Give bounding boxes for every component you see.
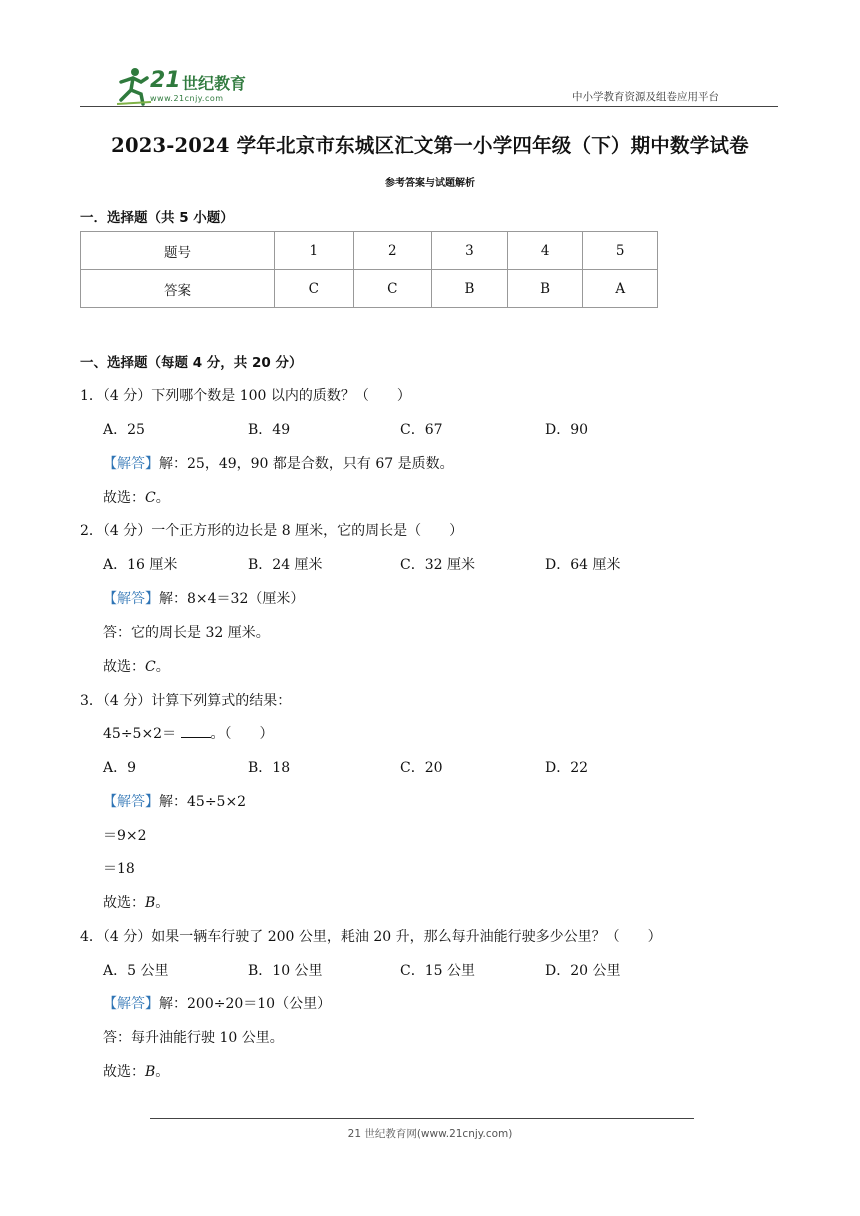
answer-table <box>80 231 658 308</box>
solution-text: 解：8×4＝32（厘米） <box>159 591 305 607</box>
option-c: C．15 公里 <box>400 963 475 979</box>
solution-line: 答：它的周长是 32 厘米。 <box>103 625 270 641</box>
option-a: A．9 <box>103 760 137 776</box>
solution-line <box>103 588 304 608</box>
table-cell: B <box>507 270 583 308</box>
question-stem: 2．（4 分）一个正方形的边长是 8 厘米，它的周长是（ ） <box>80 523 464 539</box>
table-cell: 2 <box>353 232 432 270</box>
expression-text: 45÷5×2＝ <box>103 726 181 742</box>
page-title: 2023-2024 学年北京市东城区汇文第一小学四年级（下）期中数学试卷 <box>111 134 749 157</box>
option-b: B．10 公里 <box>248 963 323 979</box>
table-cell: 1 <box>274 232 353 270</box>
table-cell: 5 <box>583 232 658 270</box>
choice-letter: C <box>145 659 156 675</box>
answer-tag: 【解答】 <box>103 456 159 472</box>
solution-line <box>103 453 454 473</box>
table-cell: B <box>432 270 508 308</box>
page-subtitle: 参考答案与试题解析 <box>385 178 475 189</box>
answer-tag: 【解答】 <box>103 996 159 1012</box>
choice-suffix: 。 <box>155 659 170 675</box>
choice-suffix: 。 <box>155 895 170 911</box>
option-c: C．32 厘米 <box>400 557 475 573</box>
footer-text: 21 世纪教育网(www.21cnjy.com) <box>347 1128 513 1140</box>
footer-divider <box>150 1118 694 1119</box>
section-heading-1: 一．选择题（共 5 小题） <box>80 210 234 226</box>
option-d: D．20 公里 <box>545 963 621 979</box>
question-stem: 4．（4 分）如果一辆车行驶了 200 公里，耗油 20 升，那么每升油能行驶多少公里？（ ） <box>80 929 662 945</box>
table-row <box>81 270 658 308</box>
table-cell: 3 <box>432 232 508 270</box>
answer-tag: 【解答】 <box>103 591 159 607</box>
option-c: C．67 <box>400 422 443 438</box>
table-cell: 答案 <box>81 270 275 308</box>
table-cell: A <box>583 270 658 308</box>
table-cell: C <box>353 270 432 308</box>
question-stem: 1．（4 分）下列哪个数是 100 以内的质数？（ ） <box>80 388 411 404</box>
solution-line: ＝9×2 <box>103 828 147 844</box>
table-cell: 题号 <box>81 232 275 270</box>
question-stem: 3．（4 分）计算下列算式的结果： <box>80 693 292 709</box>
table-cell: 4 <box>507 232 583 270</box>
answer-blank <box>181 725 211 738</box>
choice-prefix: 故选： <box>103 895 145 911</box>
choice-line <box>103 892 169 912</box>
expression-suffix: 。（ ） <box>210 726 274 742</box>
option-d: D．90 <box>545 422 589 438</box>
header-tagline: 中小学教育资源及组卷应用平台 <box>572 91 719 103</box>
option-d: D．64 厘米 <box>545 557 621 573</box>
choice-suffix: 。 <box>155 490 170 506</box>
option-a: A．5 公里 <box>103 963 169 979</box>
solution-text: 解：45÷5×2 <box>159 794 247 810</box>
logo-url: www.21cnjy.com <box>150 94 224 103</box>
header-divider <box>80 106 778 107</box>
option-b: B．49 <box>248 422 291 438</box>
solution-line: ＝18 <box>103 861 135 877</box>
choice-suffix: 。 <box>155 1064 170 1080</box>
option-a: A．16 厘米 <box>103 557 178 573</box>
choice-prefix: 故选： <box>103 1064 145 1080</box>
option-b: B．24 厘米 <box>248 557 323 573</box>
logo-text: 世纪教育 <box>182 74 247 93</box>
solution-line <box>103 993 331 1013</box>
choice-line <box>103 656 170 676</box>
logo-number: 21 <box>150 68 181 93</box>
answer-tag: 【解答】 <box>103 794 159 810</box>
question-expression <box>103 723 274 743</box>
option-d: D．22 <box>545 760 589 776</box>
table-row <box>81 232 658 270</box>
choice-line <box>103 487 170 507</box>
choice-letter: C <box>145 490 156 506</box>
choice-prefix: 故选： <box>103 490 145 506</box>
solution-text: 解：200÷20＝10（公里） <box>159 996 332 1012</box>
option-c: C．20 <box>400 760 443 776</box>
option-b: B．18 <box>248 760 291 776</box>
choice-line <box>103 1061 169 1081</box>
option-a: A．25 <box>103 422 145 438</box>
choice-letter: B <box>145 1064 156 1080</box>
choice-letter: B <box>145 895 156 911</box>
solution-text: 解：25，49，90 都是合数，只有 67 是质数。 <box>159 456 454 472</box>
choice-prefix: 故选： <box>103 659 145 675</box>
solution-line <box>103 791 246 811</box>
table-cell: C <box>274 270 353 308</box>
section-heading-2: 一、选择题（每题 4 分，共 20 分） <box>80 355 303 371</box>
solution-line: 答：每升油能行驶 10 公里。 <box>103 1030 284 1046</box>
